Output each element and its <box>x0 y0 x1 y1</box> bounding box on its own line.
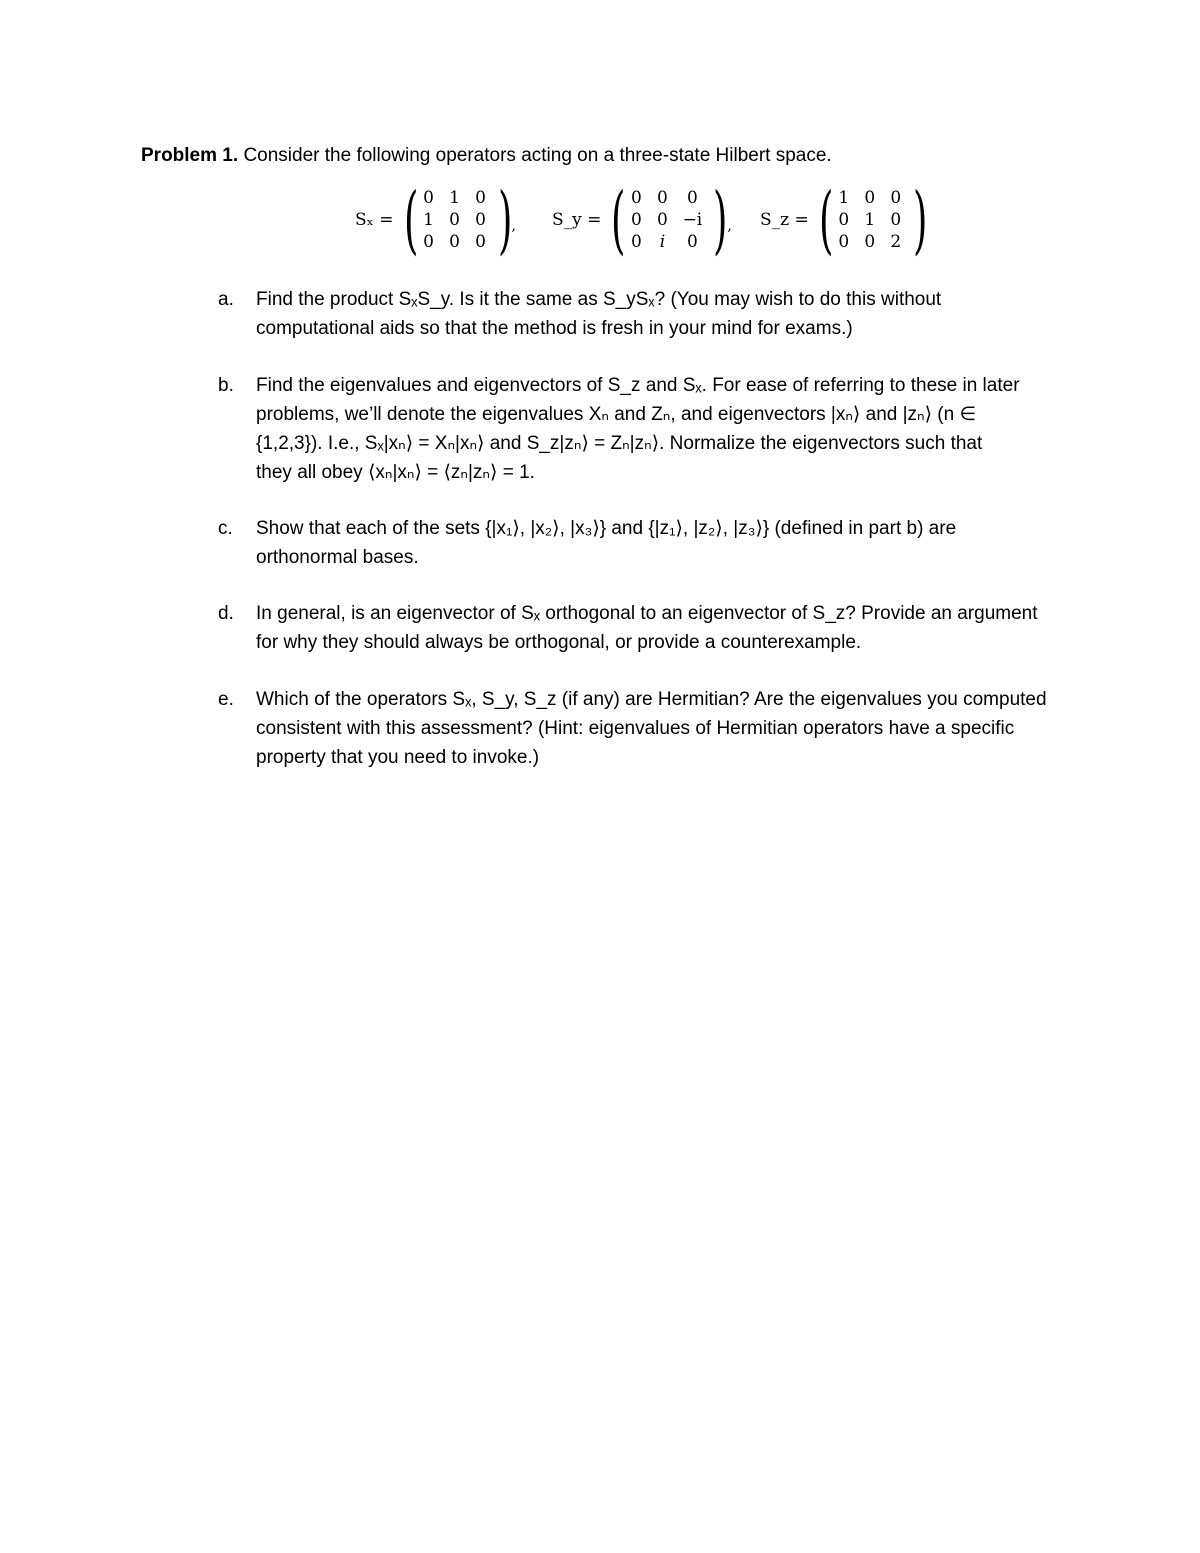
text-line: consistent with this assessment? (Hint: eigenvalues of Hermitian operators have a specific <box>256 718 1015 739</box>
matrix-cell: 0 <box>630 232 642 252</box>
matrix-sy-label: S_y = <box>552 210 602 230</box>
matrix-cell: 0 <box>890 210 902 230</box>
separator-comma: , <box>727 218 732 234</box>
question-item-c <box>218 514 1078 572</box>
matrix-cell: 0 <box>686 188 698 208</box>
right-paren: ) <box>497 177 512 263</box>
matrix-cell: 0 <box>630 210 642 230</box>
left-paren: ( <box>611 177 626 263</box>
text-line: property that you need to invoke.) <box>256 747 540 768</box>
matrix-sz-label: S_z = <box>760 210 809 230</box>
text-line: Which of the operators Sₓ, S_y, S_z (if any) are Hermitian? Are the eigenvalues you computed <box>256 689 1047 710</box>
matrix-cell: 0 <box>656 188 668 208</box>
item-letter: e. <box>218 689 234 710</box>
matrix-cell: i <box>659 232 666 252</box>
item-letter: a. <box>218 289 234 310</box>
question-item-a <box>218 285 1078 343</box>
text-line: Find the product SₓS_y. Is it the same as S_ySₓ? (You may wish to do this without <box>256 289 942 310</box>
left-paren: ( <box>403 177 418 263</box>
matrix-cell: −i <box>682 210 703 230</box>
text-line: {1,2,3}). I.e., Sₓ|xₙ⟩ = Xₙ|xₙ⟩ and S_z|zₙ⟩ = Zₙ|zₙ⟩. Normalize the eigenvectors such that <box>256 433 983 454</box>
matrix-cell: 0 <box>838 210 850 230</box>
matrix-cell: 1 <box>838 188 850 208</box>
problem-intro: Consider the following operators acting on a three-state Hilbert space. <box>243 145 832 166</box>
separator-comma: , <box>511 218 516 234</box>
text-line: computational aids so that the method is fresh in your mind for exams.) <box>256 318 853 339</box>
text-line: Find the eigenvalues and eigenvectors of S_z and Sₓ. For ease of referring to these in later <box>256 375 1020 396</box>
matrix-cell: 0 <box>423 232 434 252</box>
matrix-sx <box>355 177 516 263</box>
text-line: orthonormal bases. <box>256 547 419 568</box>
matrix-cell: 2 <box>890 232 902 252</box>
item-text <box>256 371 1078 487</box>
matrix-sy <box>552 177 732 263</box>
matrix-cell: 0 <box>449 232 460 252</box>
matrix-cell: 0 <box>838 232 850 252</box>
matrix-sz <box>760 177 928 263</box>
matrix-cell: 0 <box>864 232 876 252</box>
matrix-cell: 0 <box>475 188 486 208</box>
right-paren: ) <box>912 177 928 263</box>
question-item-e <box>218 685 1078 772</box>
matrix-cell: 0 <box>475 210 486 230</box>
matrix-sy-grid <box>623 187 709 253</box>
matrix-cell: 0 <box>630 188 642 208</box>
text-line: for why they should always be orthogonal, or provide a counterexample. <box>256 632 862 653</box>
matrix-cell: 0 <box>686 232 698 252</box>
matrix-sx-label: Sₓ = <box>355 210 394 230</box>
text-line: In general, is an eigenvector of Sₓ orthogonal to an eigenvector of S_z? Provide an argument <box>256 603 1038 624</box>
matrix-cell: 1 <box>423 210 434 230</box>
matrix-cell: 1 <box>864 210 876 230</box>
item-text <box>256 514 1078 572</box>
matrix-cell: 0 <box>423 188 434 208</box>
item-letter: d. <box>218 603 234 624</box>
matrix-sz-grid <box>831 187 909 253</box>
matrix-cell: 0 <box>864 188 876 208</box>
matrix-cell: 1 <box>449 188 460 208</box>
problem-number: Problem 1. <box>141 145 239 166</box>
left-paren: ( <box>818 177 834 263</box>
item-text <box>256 285 1078 343</box>
text-line: they all obey ⟨xₙ|xₙ⟩ = ⟨zₙ|zₙ⟩ = 1. <box>256 462 535 483</box>
text-line: Show that each of the sets {|x₁⟩, |x₂⟩, |x₃⟩} and {|z₁⟩, |z₂⟩, |z₃⟩} (defined in part b) are <box>256 518 957 539</box>
matrix-cell: 0 <box>890 188 902 208</box>
item-letter: b. <box>218 375 234 396</box>
text-line: problems, we’ll denote the eigenvalues Xₙ and Zₙ, and eigenvectors |xₙ⟩ and |zₙ⟩ (n ∈ <box>256 404 977 425</box>
question-item-d <box>218 599 1078 657</box>
item-letter: c. <box>218 518 233 539</box>
matrix-cell: 0 <box>656 210 668 230</box>
right-paren: ) <box>713 177 728 263</box>
item-text <box>256 599 1078 657</box>
item-text <box>256 685 1078 772</box>
problem-heading-line <box>141 142 832 170</box>
operator-matrices <box>0 177 1200 263</box>
matrix-cell: 0 <box>449 210 460 230</box>
matrix-cell: 0 <box>475 232 486 252</box>
question-item-b <box>218 371 1078 487</box>
matrix-sx-grid <box>416 187 494 253</box>
